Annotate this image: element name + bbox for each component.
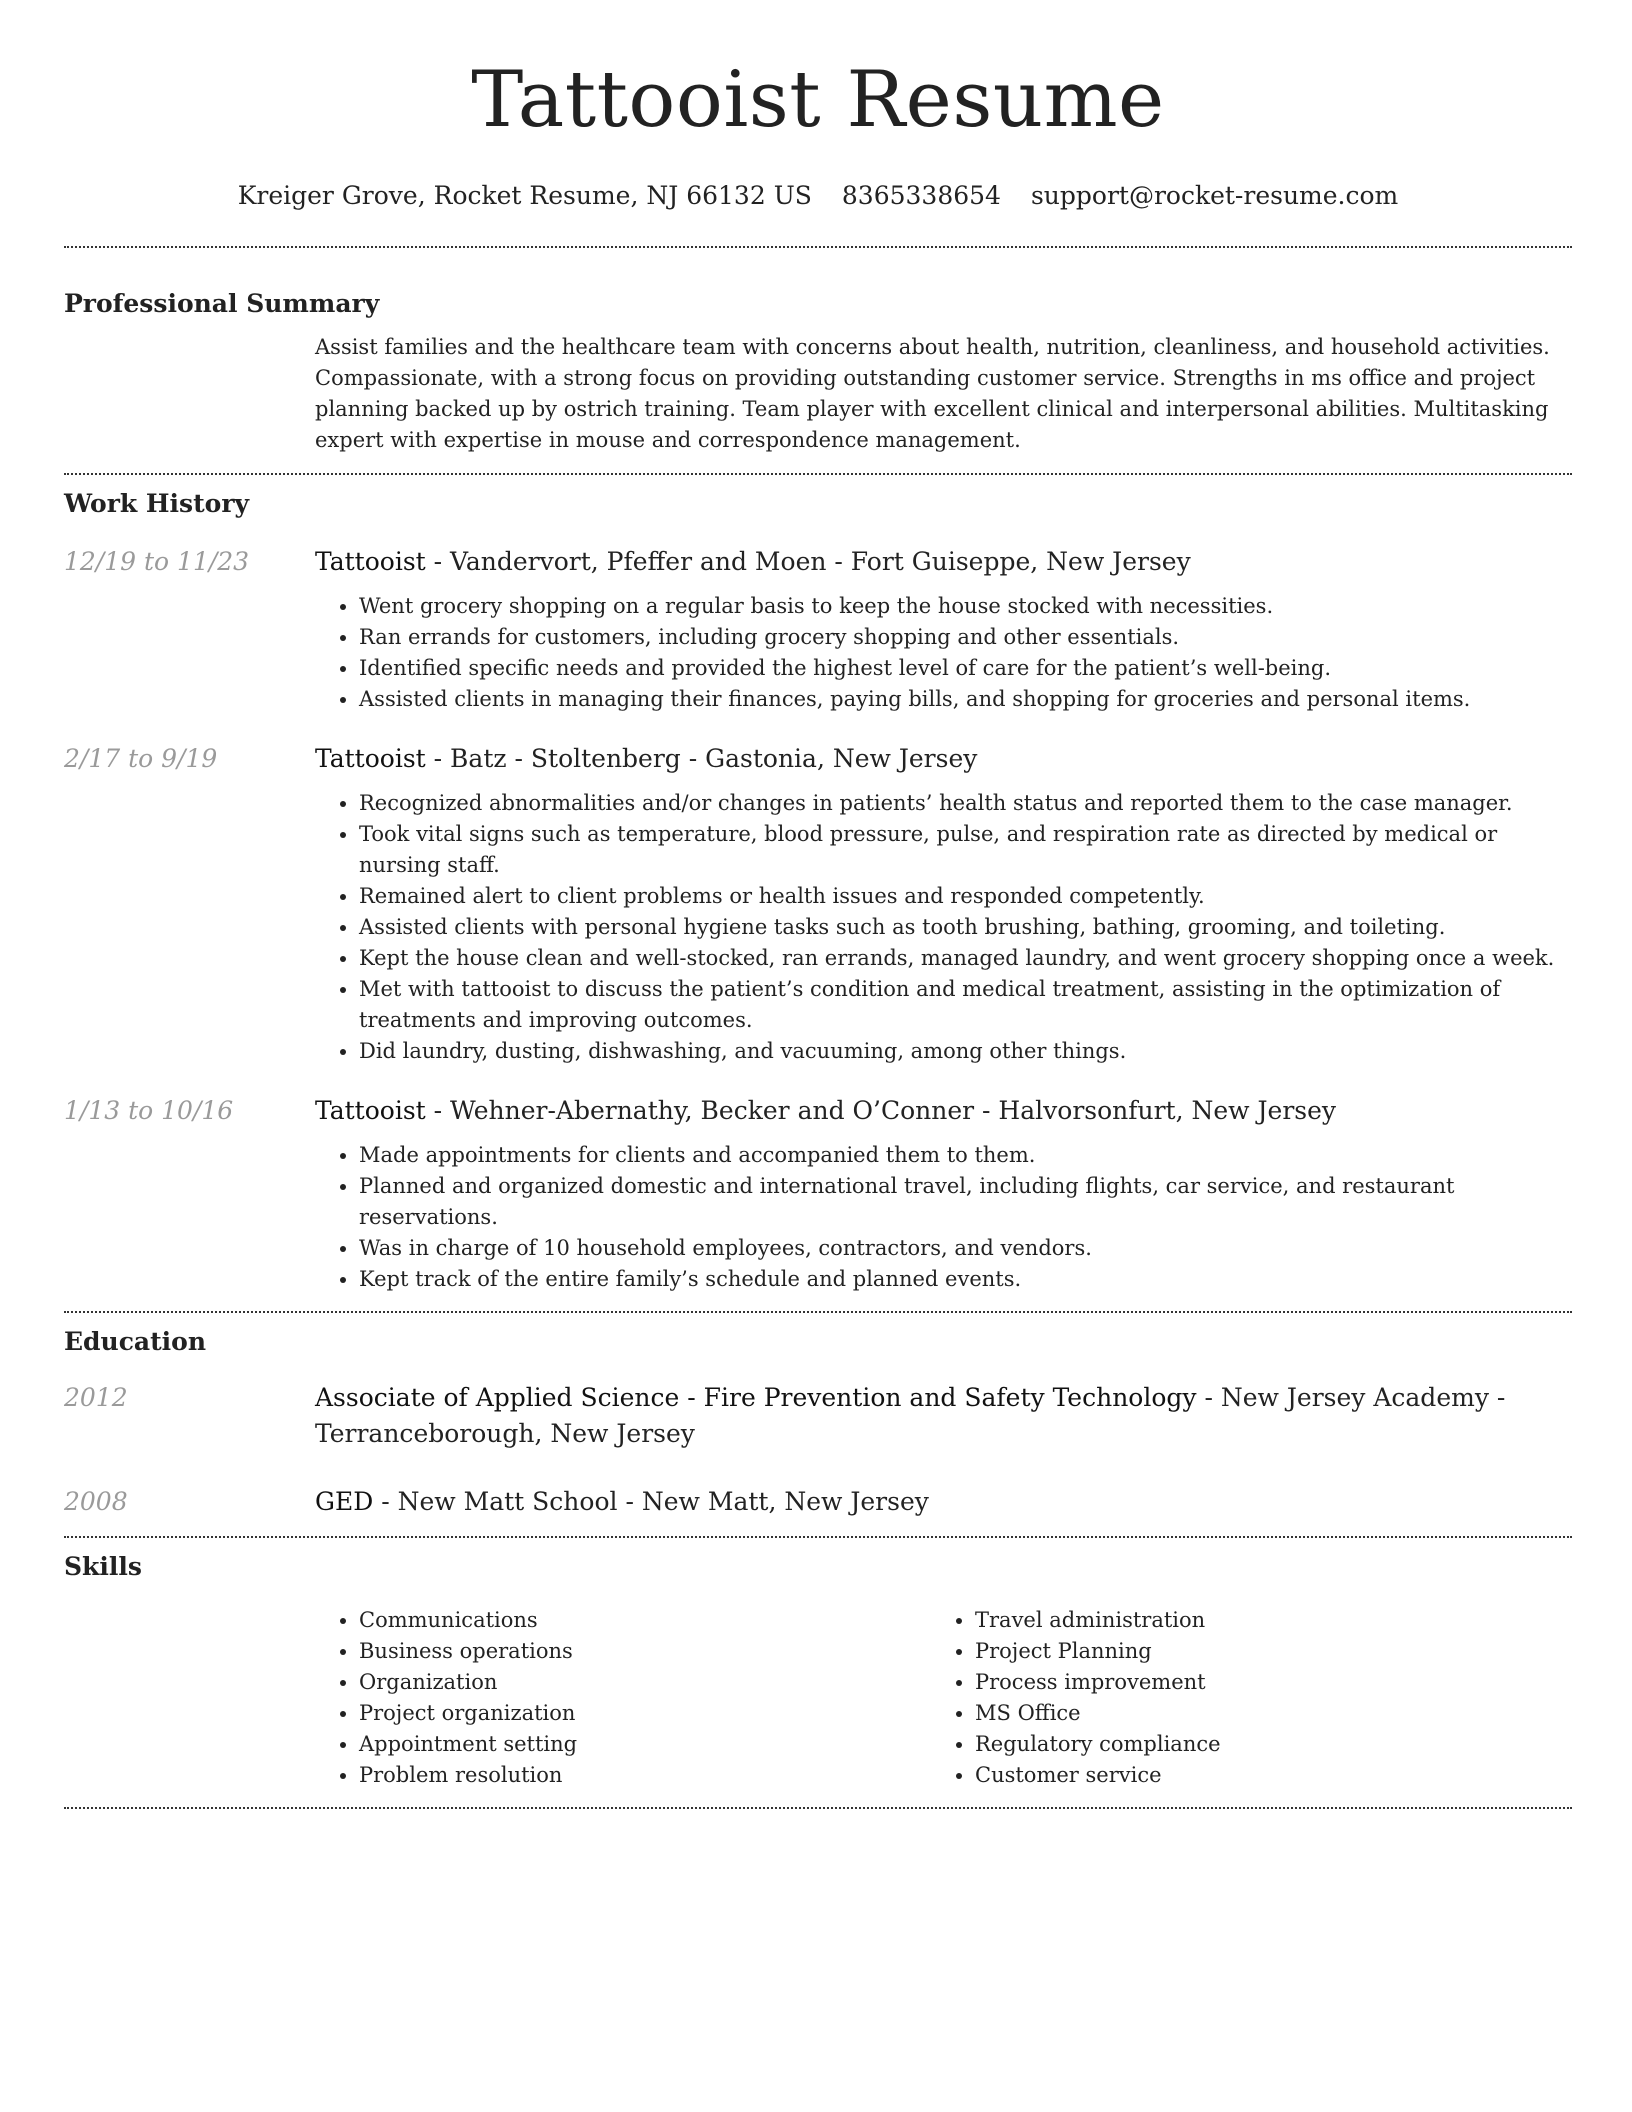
list-item: • Went grocery shopping on a regular basis to keep the house stocked with necessities. xyxy=(359,591,1572,622)
list-item: • Identified specific needs and provided the highest level of care for the patient’s well-being. xyxy=(359,653,1572,684)
skills-list xyxy=(315,1605,931,1791)
list-item: • Was in charge of 10 household employees, contractors, and vendors. xyxy=(359,1233,1572,1264)
summary-text: Assist families and the healthcare team with concerns about health, nutrition, cleanliness, and household activities. Compassionate, with a strong focus on providing outstanding customer service. Strengths in ms office and project planning backed up by ostrich training. Team player with excellent clinical and interpersonal abilities. Multitasking expert with expertise in mouse and correspondence management. xyxy=(315,335,1550,452)
divider xyxy=(64,246,1572,248)
contact-phone: 8365338654 xyxy=(841,181,1001,210)
list-item: • Remained alert to client problems or health issues and responded competently. xyxy=(359,881,1572,912)
job-dates: 2/17 to 9/19 xyxy=(64,744,218,773)
education-heading-line xyxy=(315,1380,1572,1452)
skills-grid xyxy=(315,1605,1572,1791)
job-body xyxy=(315,544,1572,715)
skills-section xyxy=(64,1551,1572,1791)
job-heading xyxy=(315,1093,1572,1129)
list-item: • Met with tattooist to discuss the patient’s condition and medical treatment, assisting in the optimization of treatments and improving outcomes. xyxy=(359,974,1572,1036)
job-dates: 12/19 to 11/23 xyxy=(64,547,250,576)
education-entry xyxy=(64,1484,1572,1520)
contact-address: Kreiger Grove, Rocket Resume, NJ 66132 US xyxy=(237,181,812,210)
job-body xyxy=(315,741,1572,1067)
job-title: Tattooist xyxy=(315,1096,426,1125)
education-entry xyxy=(64,1380,1572,1452)
job-employer: - Wehner-Abernathy, Becker and O’Conner - Halvorsonfurt, New Jersey xyxy=(425,1096,1337,1125)
job-employer: - Batz - Stoltenberg - Gastonia, New Jersey xyxy=(425,744,978,773)
job-title: Tattooist xyxy=(315,744,426,773)
job-entry xyxy=(64,1093,1572,1295)
job-employer: - Vandervort, Pfeffer and Moen - Fort Guiseppe, New Jersey xyxy=(425,547,1191,576)
job-bullets xyxy=(315,1140,1572,1295)
summary-heading: Professional Summary xyxy=(64,289,380,318)
divider xyxy=(64,1311,1572,1313)
list-item: • Recognized abnormalities and/or changes in patients’ health status and reported them to the case manager. xyxy=(359,788,1572,819)
contact-email: support@rocket-resume.com xyxy=(1030,181,1399,210)
job-heading xyxy=(315,544,1572,580)
list-item: • Kept the house clean and well-stocked, ran errands, managed laundry, and went grocery shopping once a week. xyxy=(359,943,1572,974)
job-entry xyxy=(64,544,1572,715)
education-degree: Associate of Applied Science - Fire Prevention and Safety Technology xyxy=(315,1383,1197,1412)
summary-section xyxy=(64,288,1572,456)
list-item: • Did laundry, dusting, dishwashing, and vacuuming, among other things. xyxy=(359,1036,1572,1067)
divider xyxy=(64,1536,1572,1538)
education-year: 2008 xyxy=(64,1487,128,1516)
divider xyxy=(64,1807,1572,1809)
list-item: • Planned and organized domestic and international travel, including flights, car service, and restaurant reservations. xyxy=(359,1171,1572,1233)
skills-column-right xyxy=(931,1605,1547,1791)
skill-item: • Process improvement xyxy=(975,1667,1547,1698)
job-bullets xyxy=(315,591,1572,715)
resume-title: Tattooist Resume xyxy=(471,55,1165,145)
education-school: - New Jersey Academy - Terranceborough, New Jersey xyxy=(315,1383,1506,1448)
list-item: • Ran errands for customers, including grocery shopping and other essentials. xyxy=(359,622,1572,653)
skill-item: • Organization xyxy=(359,1667,931,1698)
skill-item: • Customer service xyxy=(975,1760,1547,1791)
education-section xyxy=(64,1326,1572,1520)
skills-heading: Skills xyxy=(64,1552,142,1581)
skill-item: • Regulatory compliance xyxy=(975,1729,1547,1760)
job-title: Tattooist xyxy=(315,547,426,576)
resume-page xyxy=(64,0,1572,1809)
job-body xyxy=(315,1093,1572,1295)
contact-line xyxy=(64,180,1572,212)
skill-item: • MS Office xyxy=(975,1698,1547,1729)
education-heading-line xyxy=(315,1484,1572,1520)
skill-item: • Communications xyxy=(359,1605,931,1636)
job-heading xyxy=(315,741,1572,777)
skill-item: • Project organization xyxy=(359,1698,931,1729)
list-item: • Assisted clients in managing their finances, paying bills, and shopping for groceries and personal items. xyxy=(359,684,1572,715)
job-entry xyxy=(64,741,1572,1067)
list-item: • Made appointments for clients and accompanied them to them. xyxy=(359,1140,1572,1171)
divider xyxy=(64,473,1572,475)
skill-item: • Appointment setting xyxy=(359,1729,931,1760)
job-dates: 1/13 to 10/16 xyxy=(64,1096,234,1125)
skills-column-left xyxy=(315,1605,931,1791)
job-bullets xyxy=(315,788,1572,1067)
work-history-heading: Work History xyxy=(64,489,250,518)
education-year: 2012 xyxy=(64,1383,128,1412)
skills-list xyxy=(931,1605,1547,1791)
education-school: - New Matt School - New Matt, New Jersey xyxy=(373,1487,929,1516)
skill-item: • Problem resolution xyxy=(359,1760,931,1791)
list-item: • Assisted clients with personal hygiene tasks such as tooth brushing, bathing, grooming, and toileting. xyxy=(359,912,1572,943)
skill-item: • Business operations xyxy=(359,1636,931,1667)
education-degree: GED xyxy=(315,1487,374,1516)
skill-item: • Project Planning xyxy=(975,1636,1547,1667)
list-item: • Kept track of the entire family’s schedule and planned events. xyxy=(359,1264,1572,1295)
list-item: • Took vital signs such as temperature, blood pressure, pulse, and respiration rate as directed by medical or nursing staff. xyxy=(359,819,1572,881)
work-history-section xyxy=(64,488,1572,1295)
education-heading: Education xyxy=(64,1327,207,1356)
skill-item: • Travel administration xyxy=(975,1605,1547,1636)
